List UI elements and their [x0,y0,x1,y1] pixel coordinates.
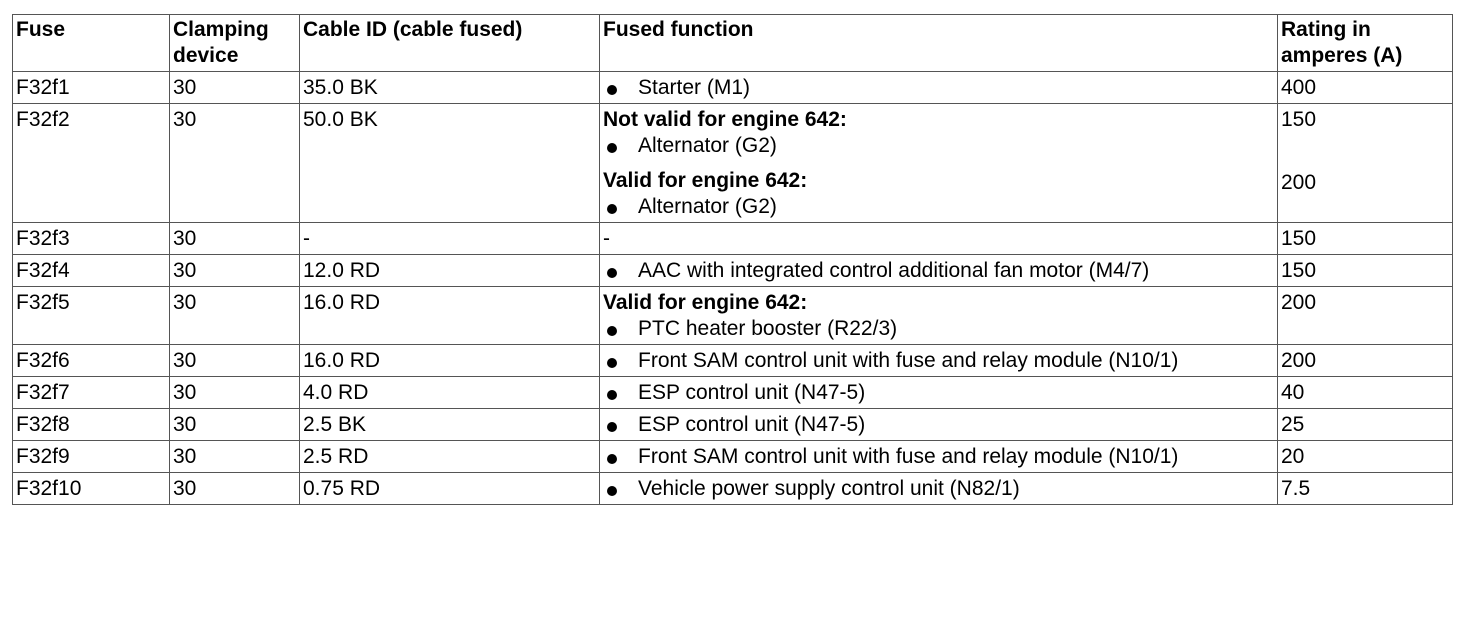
function-item [603,316,1273,342]
rating-cell [1278,377,1453,409]
fused-function-cell [600,104,1278,223]
header-row [13,15,1453,72]
fused-function-cell [600,287,1278,345]
clamping-device-cell: 30 [170,255,300,287]
fuse-table [12,14,1453,505]
rating-value: 150 [1281,227,1317,250]
function-group [603,444,1273,470]
cable-id-cell: 2.5 RD [300,441,600,473]
function-group [603,168,1273,220]
function-item [603,194,1273,220]
table-body [13,72,1453,505]
fused-function-cell [600,409,1278,441]
fuse-cell: F32f5 [13,287,170,345]
rating-value: 200 [1281,171,1317,194]
bullet-icon [603,133,638,159]
function-item [603,133,1273,159]
bullet-icon [603,412,638,438]
fused-function-cell [600,377,1278,409]
table-row [13,104,1453,223]
rating-value: 150 [1281,108,1317,131]
header-rating: Rating in amperes (A) [1278,15,1453,72]
rating-cell [1278,473,1453,505]
function-item [603,258,1273,284]
fused-function-cell [600,441,1278,473]
rating-value: 150 [1281,259,1317,282]
bullet-icon [603,316,638,342]
bullet-icon [603,258,638,284]
fused-function-cell [600,255,1278,287]
fuse-cell: F32f8 [13,409,170,441]
header-cable-id: Cable ID (cable fused) [300,15,600,72]
function-group [603,258,1273,284]
rating-cell [1278,287,1453,345]
fuse-cell: F32f3 [13,223,170,255]
rating-cell [1278,72,1453,104]
table-row [13,473,1453,505]
cable-id-cell: 16.0 RD [300,345,600,377]
function-text: Starter (M1) [638,76,751,99]
fused-function-cell [600,473,1278,505]
fuse-cell: F32f10 [13,473,170,505]
bullet-icon [603,75,638,101]
clamping-device-cell: 30 [170,441,300,473]
cable-id-cell: 50.0 BK [300,104,600,223]
rating-value: 7.5 [1281,477,1311,500]
function-text: ESP control unit (N47-5) [638,413,866,436]
rating-cell [1278,104,1453,223]
function-text: Front SAM control unit with fuse and relay module (N10/1) [638,445,1179,468]
header-clamping-device: Clamping device [170,15,300,72]
rating-value: 400 [1281,76,1317,99]
fuse-cell: F32f7 [13,377,170,409]
header-fused-function: Fused function [600,15,1278,72]
bullet-icon [603,348,638,374]
fused-function-cell: - [600,223,1278,255]
function-group [603,107,1273,159]
clamping-device-cell: 30 [170,287,300,345]
function-text: PTC heater booster (R22/3) [638,317,898,340]
bullet-icon [603,444,638,470]
rating-value: 25 [1281,413,1305,436]
cable-id-cell: 35.0 BK [300,72,600,104]
bullet-icon [603,476,638,502]
function-item [603,412,1273,438]
rating-cell [1278,255,1453,287]
rating-cell [1278,223,1453,255]
function-text: Vehicle power supply control unit (N82/1) [638,477,1020,500]
clamping-device-cell: 30 [170,72,300,104]
function-text: Alternator (G2) [638,195,777,218]
cable-id-cell: 4.0 RD [300,377,600,409]
fuse-cell: F32f1 [13,72,170,104]
function-text: ESP control unit (N47-5) [638,381,866,404]
rating-cell [1278,409,1453,441]
function-text: Alternator (G2) [638,134,777,157]
table-row [13,287,1453,345]
clamping-device-cell: 30 [170,377,300,409]
bullet-icon [603,194,638,220]
cable-id-cell: 2.5 BK [300,409,600,441]
rating-value: 20 [1281,445,1305,468]
function-text: AAC with integrated control additional fan motor (M4/7) [638,259,1150,282]
function-item [603,380,1273,406]
function-group [603,476,1273,502]
fuse-cell: F32f9 [13,441,170,473]
table-row [13,441,1453,473]
table-row [13,377,1453,409]
clamping-device-cell: 30 [170,223,300,255]
fuse-cell: F32f4 [13,255,170,287]
clamping-device-cell: 30 [170,345,300,377]
table-row [13,255,1453,287]
rating-cell [1278,441,1453,473]
clamping-device-cell: 30 [170,409,300,441]
header-fuse: Fuse [13,15,170,72]
function-text: Front SAM control unit with fuse and relay module (N10/1) [638,349,1179,372]
clamping-device-cell: 30 [170,104,300,223]
function-group [603,75,1273,101]
cable-id-cell: 0.75 RD [300,473,600,505]
clamping-device-cell: 30 [170,473,300,505]
function-group [603,412,1273,438]
table-row [13,72,1453,104]
table-row [13,409,1453,441]
function-item [603,348,1273,374]
fused-function-cell [600,72,1278,104]
fused-function-cell [600,345,1278,377]
rating-cell [1278,345,1453,377]
table-row [13,223,1453,255]
function-item [603,476,1273,502]
rating-value: 200 [1281,291,1317,314]
cable-id-cell: - [300,223,600,255]
function-group [603,348,1273,374]
engine-condition: Valid for engine 642: [603,169,808,192]
rating-value: 200 [1281,349,1317,372]
fuse-cell: F32f2 [13,104,170,223]
cable-id-cell: 12.0 RD [300,255,600,287]
rating-spacer [1281,133,1448,170]
bullet-icon [603,380,638,406]
table-row [13,345,1453,377]
function-group [603,380,1273,406]
engine-condition: Valid for engine 642: [603,291,808,314]
cable-id-cell: 16.0 RD [300,287,600,345]
function-item [603,444,1273,470]
function-item [603,75,1273,101]
engine-condition: Not valid for engine 642: [603,108,847,131]
rating-value: 40 [1281,381,1305,404]
fuse-cell: F32f6 [13,345,170,377]
function-group [603,290,1273,342]
